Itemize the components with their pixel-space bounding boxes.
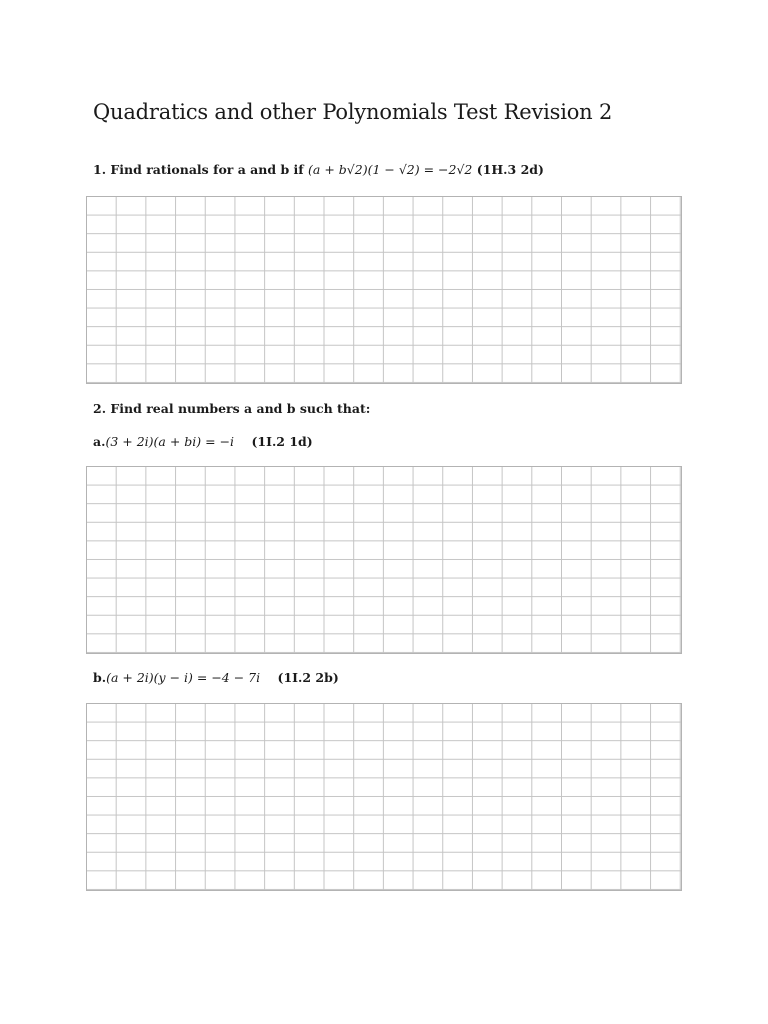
- answer-grid-2b[interactable]: [86, 703, 682, 891]
- question-1-prompt: 1. Find rationals for a and b if: [93, 162, 309, 177]
- question-2a-reference: (1I.2 1d): [251, 434, 313, 449]
- question-2: 2. Find real numbers a and b such that:: [93, 401, 371, 416]
- question-1-equation: (a + b√2)(1 − √2) = −2√2: [308, 162, 473, 177]
- question-2b-label: b.: [93, 670, 107, 685]
- question-1-reference: (1H.3 2d): [472, 162, 544, 177]
- question-2a-label: a.: [93, 434, 106, 449]
- answer-grid-2a[interactable]: [86, 466, 682, 654]
- answer-grid-1[interactable]: [86, 196, 682, 384]
- page-title: Quadratics and other Polynomials Test Revision 2: [93, 100, 613, 124]
- question-2a-equation: (3 + 2i)(a + bi) = −i: [105, 434, 235, 449]
- question-1: [93, 162, 544, 178]
- question-2a: [93, 434, 313, 450]
- question-2b-reference: (1I.2 2b): [277, 670, 339, 685]
- question-2b-equation: (a + 2i)(y − i) = −4 − 7i: [106, 670, 261, 685]
- question-2b: [93, 670, 339, 686]
